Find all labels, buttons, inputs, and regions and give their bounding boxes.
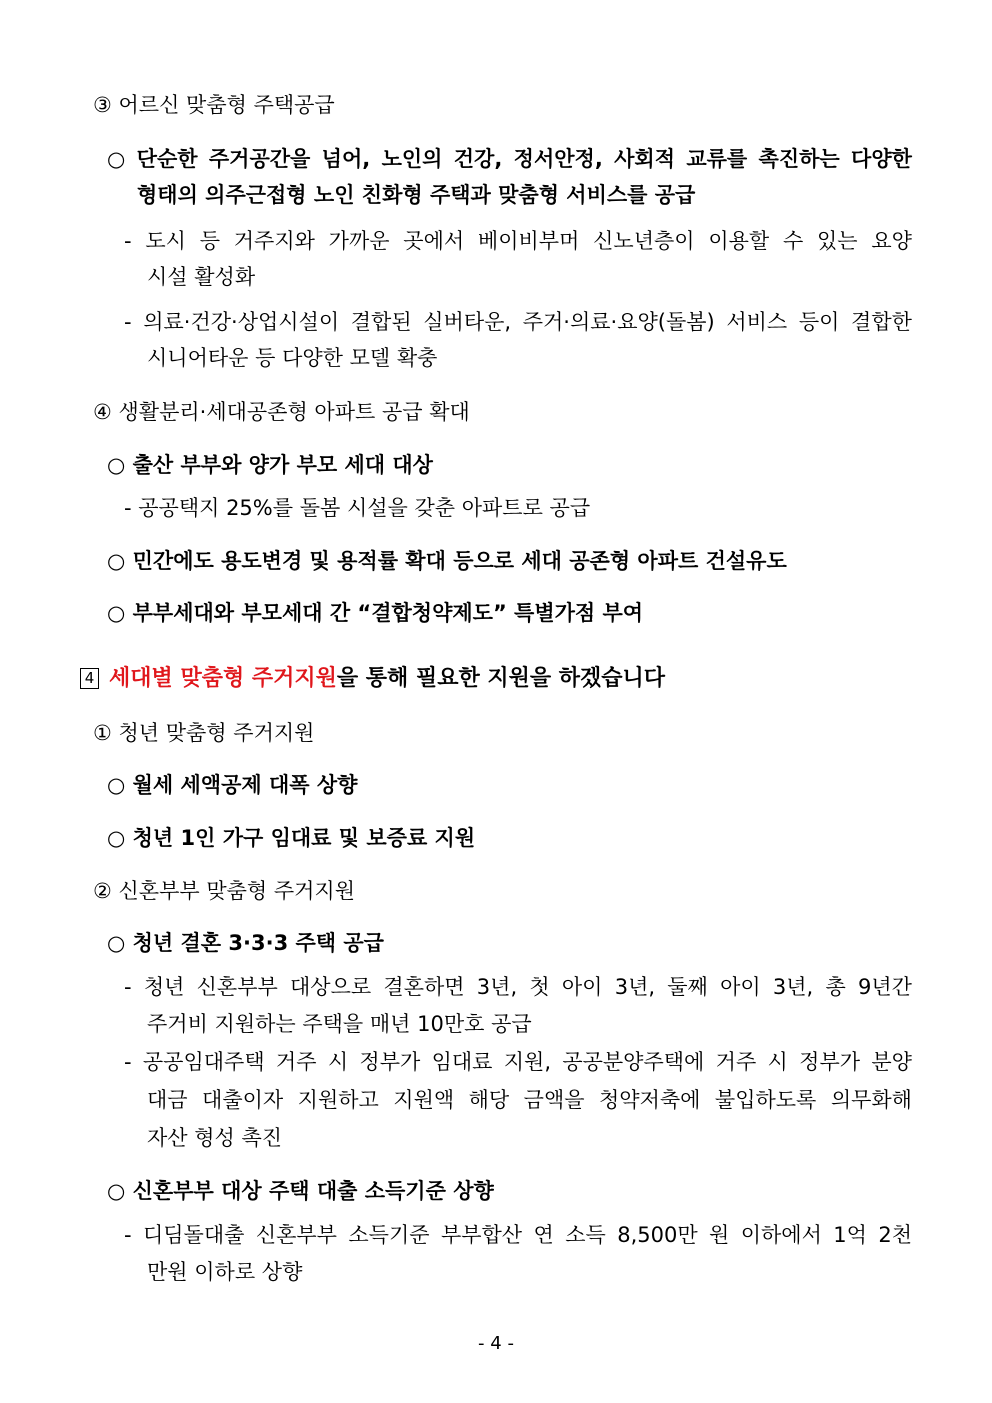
part-title-highlight-1: 세대별	[109, 666, 173, 691]
word: 신노년층이	[593, 229, 695, 253]
word: 대출이자	[202, 1088, 284, 1112]
word: 8,500만	[617, 1223, 698, 1247]
word: 3년,	[614, 975, 656, 999]
section-heading-newlywed: ② 신혼부부 맞춤형 주거지원	[93, 879, 355, 903]
part-title-rest: 을 통해 필요한 지원을 하겠습니다	[336, 666, 666, 691]
word: 신혼부부	[196, 975, 278, 999]
word: 결혼하면	[383, 975, 465, 999]
word: 이하에서	[740, 1223, 822, 1247]
word: 요양	[871, 229, 912, 253]
dash-senior-care-line1	[124, 228, 912, 254]
dash-public-rental-line2	[147, 1087, 912, 1113]
part-number-box: 4	[80, 668, 99, 689]
word: 분양	[871, 1050, 912, 1074]
word: 3년,	[476, 975, 518, 999]
word: 신혼부부	[255, 1223, 337, 1247]
word: 정부가	[799, 1050, 861, 1074]
word: 거주	[275, 1050, 317, 1074]
dash-public-land-25: - 공공택지 25%를 돌봄 시설을 갖춘 아파트로 공급	[124, 496, 591, 520]
bullet-333-housing: ○ 청년 결혼 3·3·3 주택 공급	[107, 931, 384, 955]
word: 결합한	[851, 310, 912, 334]
word: 단순한	[136, 147, 198, 171]
word: 금액을	[523, 1088, 585, 1112]
word: 시	[327, 1050, 349, 1074]
word: 가까운	[328, 229, 390, 253]
word: 등이	[798, 310, 840, 334]
word: 해당	[468, 1088, 510, 1112]
word: 서비스	[726, 310, 788, 334]
word: 결합된	[350, 310, 412, 334]
dash-public-rental-line3: 자산 형성 촉진	[147, 1126, 283, 1150]
word: 3년,	[772, 975, 814, 999]
bullet-parents-target: ○ 출산 부부와 양가 부모 세대 대상	[107, 453, 433, 477]
word: 2천	[878, 1223, 912, 1247]
word: -	[124, 975, 132, 999]
dash-didimdol-loan-line2: 만원 이하로 상향	[147, 1260, 303, 1284]
dash-public-rental-line1	[124, 1049, 912, 1075]
word: 원	[709, 1223, 730, 1247]
word: 교류를	[686, 147, 748, 171]
word: 의무화해	[830, 1088, 912, 1112]
word: 의료·건강·상업시설이	[143, 310, 340, 334]
word: 디딤돌대출	[142, 1223, 245, 1247]
part-title	[80, 666, 665, 692]
word: -	[124, 310, 132, 334]
word: 연	[533, 1223, 554, 1247]
word: 시	[767, 1050, 788, 1074]
word: 불입하도록	[714, 1088, 817, 1112]
dash-senior-care-line2: 시설 활성화	[147, 265, 256, 289]
dash-333-detail-line2: 주거비 지원하는 주택을 매년 10만호 공급	[147, 1012, 532, 1036]
dash-silver-town-line1	[124, 309, 912, 335]
word: 아이	[561, 975, 603, 999]
word: 건강,	[453, 147, 503, 171]
section-heading-youth: ① 청년 맞춤형 주거지원	[93, 721, 315, 745]
word: 넘어,	[321, 147, 371, 171]
word: 정부가	[359, 1050, 421, 1074]
word: 거주	[715, 1050, 757, 1074]
part-title-highlight-3: 주거지원	[251, 666, 337, 691]
bullet-senior-housing-line1	[107, 146, 912, 172]
word: 지원하고	[297, 1088, 379, 1112]
word: 대상으로	[290, 975, 372, 999]
word: 곳에서	[403, 229, 465, 253]
word: 정서안정,	[513, 147, 603, 171]
bullet-loan-income-criteria: ○ 신혼부부 대상 주택 대출 소득기준 상향	[107, 1179, 494, 1203]
word: 청약저축에	[599, 1088, 701, 1112]
word: 실버타운,	[423, 310, 512, 334]
section-heading-coexist-apartment: ④ 생활분리·세대공존형 아파트 공급 확대	[93, 400, 470, 424]
dash-333-detail-line1	[124, 974, 912, 1000]
word: 다양한	[851, 147, 912, 171]
bullet-combined-subscription: ○ 부부세대와 부모세대 간 “결합청약제도” 특별가점 부여	[107, 601, 644, 625]
word: 아이	[720, 975, 761, 999]
word: 첫	[529, 975, 550, 999]
word: 공공임대주택	[142, 1050, 265, 1074]
word: 지원,	[503, 1050, 552, 1074]
word: 공공분양주택에	[562, 1050, 705, 1074]
word: 소득	[565, 1223, 606, 1247]
word: 도시	[145, 229, 186, 253]
word: 임대료	[431, 1050, 493, 1074]
word: -	[124, 229, 132, 253]
word: 주거·의료·요양(돌봄)	[522, 310, 715, 334]
bullet-rent-tax-credit: ○ 월세 세액공제 대폭 상향	[107, 773, 358, 797]
word: 사회적	[614, 147, 675, 171]
word: 청년	[143, 975, 185, 999]
bullet-senior-housing-line2: 형태의 의주근접형 노인 친화형 주택과 맞춤형 서비스를 공급	[137, 183, 696, 207]
word: 노인의	[381, 147, 443, 171]
word: 둘째	[667, 975, 708, 999]
word: 수	[782, 229, 804, 253]
word: -	[124, 1223, 132, 1247]
word: 등	[199, 229, 220, 253]
word: 소득기준	[348, 1223, 430, 1247]
word: 거주지와	[233, 229, 315, 253]
section-heading-senior-housing: ③ 어르신 맞춤형 주택공급	[93, 93, 335, 117]
page-number: - 4 -	[478, 1333, 514, 1354]
word: 베이비부머	[477, 229, 580, 253]
word: 부부합산	[440, 1223, 523, 1247]
word: ○	[107, 147, 126, 171]
word: 주거공간을	[208, 147, 311, 171]
word: 이용할	[708, 229, 770, 253]
dash-didimdol-loan-line1	[124, 1222, 912, 1248]
word: 대금	[147, 1088, 188, 1112]
word: 1억	[833, 1223, 867, 1247]
word: 촉진하는	[758, 147, 840, 171]
word: 지원액	[393, 1088, 455, 1112]
word: 있는	[817, 229, 858, 253]
bullet-private-sector: ○ 민간에도 용도변경 및 용적률 확대 등으로 세대 공존형 아파트 건설유도	[107, 549, 787, 573]
dash-silver-town-line2: 시니어타운 등 다양한 모델 확충	[147, 346, 438, 370]
word: 총	[825, 975, 846, 999]
part-title-highlight-2: 맞춤형	[180, 666, 245, 691]
word: -	[124, 1050, 132, 1074]
bullet-single-household-support: ○ 청년 1인 가구 임대료 및 보증료 지원	[107, 826, 476, 850]
word: 9년간	[857, 975, 912, 999]
